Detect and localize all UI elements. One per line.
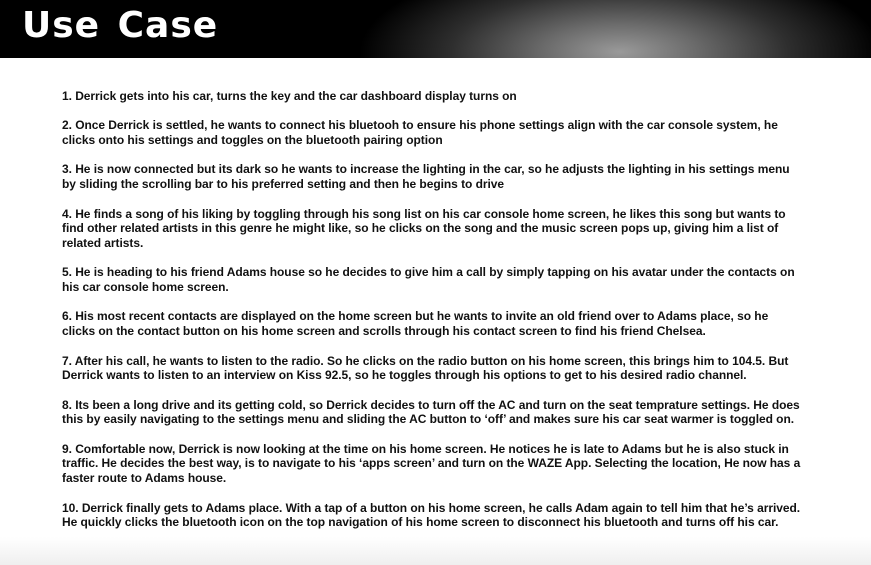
step-6: 6. His most recent contacts are displayed on the home screen but he wants to invite an old friend over to Adams place, so he clicks on the contact button on his home screen and scrolls through his contact screen to find his friend Chelsea. xyxy=(62,309,769,339)
step-3: 3. He is now connected but its dark so he wants to increase the lighting in the car, so he adjusts the lighting in his settings menu by sliding the scrolling bar to his preferred setting and then he begins to drive xyxy=(62,162,790,192)
step-1: 1. Derrick gets into his car, turns the key and the car dashboard display turns on xyxy=(62,89,517,103)
step-7: 7. After his call, he wants to listen to the radio. So he clicks on the radio button on his home screen, this brings him to 104.5. But Derrick wants to listen to an interview on Kiss 92.5, so he toggles through his options to get to his desired radio channel. xyxy=(62,353,789,383)
title-banner xyxy=(0,0,871,58)
page-title: Use Case xyxy=(22,5,219,46)
bottom-shadow xyxy=(0,537,871,565)
step-8: 8. Its been a long drive and its getting cold, so Derrick decides to turn off the AC and turn on the seat temprature settings. He does this by easily navigating to the settings menu and sliding the AC button to ‘off’ and makes sure his car seat warmer is toggled on. xyxy=(62,397,800,427)
step-2: 2. Once Derrick is settled, he wants to connect his bluetooh to ensure his phone settings align with the car console system, he clicks onto his settings and toggles on the bluetooth pairing option xyxy=(62,118,778,148)
use-case-steps xyxy=(62,89,802,545)
step-4: 4. He finds a song of his liking by toggling through his song list on his car console home screen, he likes this song but wants to find other related artists in this genre he might like, so he clicks on the song and the music screen pops up, giving him a list of related artists. xyxy=(62,206,786,250)
step-9: 9. Comfortable now, Derrick is now looking at the time on his home screen. He notices he is late to Adams but he is also stuck in traffic. He decides the best way, is to navigate to his ‘apps screen’ and turn on the WAZE App. Selecting the location, He now has a faster route to Adams house. xyxy=(62,441,801,486)
step-5: 5. He is heading to his friend Adams house so he decides to give him a call by simply tapping on his avatar under the contacts on his car console home screen. xyxy=(62,265,795,295)
step-10: 10. Derrick finally gets to Adams place. With a tap of a button on his home screen, he calls Adam again to tell him that he’s arrived. He quickly clicks the bluetooth icon on the top navigation of his home screen to disconnect his bluetooth and turns off his car. xyxy=(62,500,801,530)
